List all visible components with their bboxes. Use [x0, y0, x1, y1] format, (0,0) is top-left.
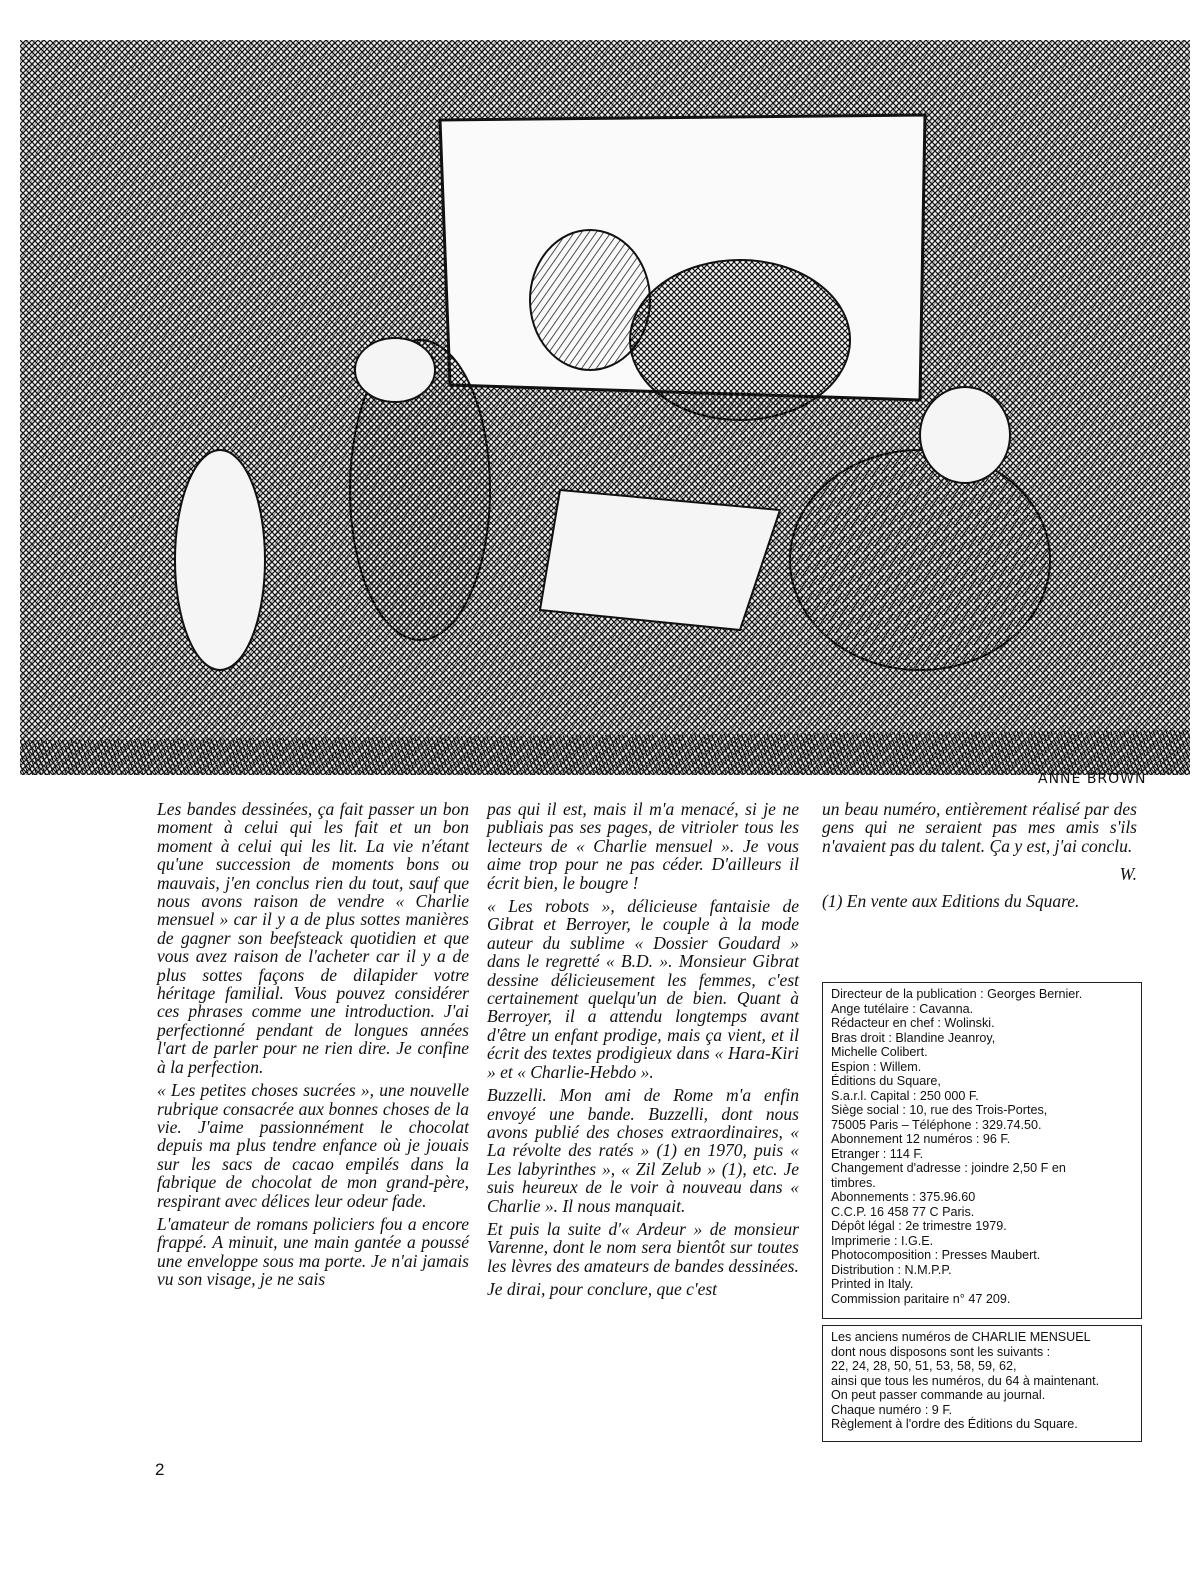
- masthead-line: Abonnements : 375.96.60: [831, 1190, 976, 1204]
- paragraph: un beau numéro, entièrement réalisé par des gens qui ne seraient pas mes amis s'ils n'avaient pas du talent. Ça y est, j'ai conclu.: [822, 799, 1137, 856]
- masthead-line: Espion : Willem.: [831, 1059, 922, 1074]
- back-issues-line: Les anciens numéros de CHARLIE MENSUEL: [831, 1330, 1091, 1344]
- masthead-box: [822, 982, 1142, 1319]
- masthead-line: Bras droit : Blandine Jeanroy,: [831, 1030, 996, 1045]
- footnote: (1) En vente aux Editions du Square.: [822, 890, 1080, 911]
- masthead-line: Michelle Colibert.: [831, 1045, 928, 1059]
- masthead-line: S.a.r.l. Capital : 250 000 F.: [831, 1088, 979, 1103]
- back-issues-line: ainsi que tous les numéros, du 64 à maintenant.: [831, 1373, 1100, 1388]
- back-issues-line: Chaque numéro : 9 F.: [831, 1402, 953, 1417]
- masthead-line: Abonnement 12 numéros : 96 F.: [831, 1132, 1011, 1146]
- masthead-line: Etranger : 114 F.: [831, 1146, 924, 1161]
- masthead-line: Éditions du Square,: [831, 1074, 941, 1088]
- paragraph: pas qui il est, mais il m'a menacé, si je ne publiais pas ses pages, de vitrioler tous les lecteurs de « Charlie mensuel ». Je vous aime trop pour ne pas céder. D'ailleurs il écrit bien, le bougre !: [487, 799, 799, 893]
- article-column-3: [822, 800, 1137, 915]
- author-signature: W.: [1119, 864, 1137, 885]
- masthead-line: timbres.: [831, 1175, 876, 1190]
- figure-left-small: [175, 450, 265, 670]
- masthead-line: 75005 Paris – Téléphone : 329.74.50.: [831, 1117, 1042, 1132]
- masthead-line: Distribution : N.M.P.P.: [831, 1262, 952, 1277]
- masthead-line: Dépôt légal : 2e trimestre 1979.: [831, 1219, 1007, 1233]
- figure-window-right: [630, 260, 850, 420]
- paragraph: Les bandes dessinées, ça fait passer un bon moment à celui qui les fait et un bon moment à celui qui les lit. La vie n'étant qu'une succession de moments bons ou mauvais, j'en conclus rien du tout, sauf que nous avons raison de vendre « Charlie mensuel » car il y a de plus sottes manières de gagner son beefsteack quotidien et que vous avez raison de l'acheter car il y a de plus sottes façons de dilapider votre héritage familial. Vous pouvez considérer ces phrases comme une introduction. J'ai perfectionné pendant de longues années l'art de parler pour ne rien dire. Je confine à la perfection.: [157, 799, 469, 1077]
- paragraph: Buzzelli. Mon ami de Rome m'a enfin envoyé une bande. Buzzelli, dont nous avons publié des choses extraordinaires, « La révolte des ratés » (1) en 1970, puis « Les labyrinthes », « Zil Zelub » (1), etc. Je suis heureux de le voir à nouveau dans « Charlie ». Il nous manquait.: [487, 1085, 799, 1216]
- masthead-line: Rédacteur en chef : Wolinski.: [831, 1016, 995, 1030]
- masthead-line: Ange tutélaire : Cavanna.: [831, 1001, 974, 1016]
- masthead-line: Commission paritaire n° 47 209.: [831, 1291, 1011, 1306]
- figure-right: [790, 450, 1050, 670]
- illustration-signature: ANNE BROWN: [1038, 771, 1147, 787]
- masthead-line: C.C.P. 16 458 77 C Paris.: [831, 1204, 975, 1219]
- comic-illustration: [20, 40, 1190, 775]
- paragraph: L'amateur de romans policiers fou a encore frappé. A minuit, une main gantée a poussé une enveloppe sous ma porte. Je n'ai jamais vu son visage, je ne sais: [157, 1213, 469, 1290]
- masthead-line: Changement d'adresse : joindre 2,50 F en: [831, 1161, 1066, 1175]
- back-issues-line: Règlement à l'ordre des Éditions du Square.: [831, 1417, 1078, 1431]
- masthead-line: Siège social : 10, rue des Trois-Portes,: [831, 1103, 1048, 1117]
- paragraph: « Les petites choses sucrées », une nouvelle rubrique consacrée aux bonnes choses de la vie. J'aime passionnément le chocolat depuis ma plus tendre enfance où je jouais sur les sacs de cacao empilés dans la fabrique de chocolat de mon grand-père, respirant avec délices leur odeur fade.: [157, 1080, 469, 1211]
- paragraph: Je dirai, pour conclure, que c'est: [487, 1279, 718, 1300]
- masthead-line: Directeur de la publication : Georges Bernier.: [831, 987, 1083, 1001]
- back-issues-box: [822, 1325, 1142, 1442]
- masthead-line: Imprimerie : I.G.E.: [831, 1233, 934, 1248]
- article-column-1: [157, 800, 469, 1294]
- back-issues-line: On peut passer commande au journal.: [831, 1388, 1046, 1402]
- back-issues-line: 22, 24, 28, 50, 51, 53, 58, 59, 62,: [831, 1359, 1017, 1373]
- back-issues-line: dont nous disposons sont les suivants :: [831, 1344, 1051, 1359]
- masthead-line: Printed in Italy.: [831, 1277, 914, 1291]
- crosshatch-drawing: [20, 40, 1190, 775]
- paragraph: « Les robots », délicieuse fantaisie de Gibrat et Berroyer, le couple à la mode auteur du sublime « Dossier Goudard » dans le regretté « B.D. ». Monsieur Gibrat dessine délicieusement les femmes, c'est certainement quelqu'un de bien. Quant à Berroyer, il a attendu longtemps avant d'être un enfant prodige, mais ça vient, et il écrit des textes prodigieux dans « Hara-Kiri » et « Charlie-Hebdo ».: [487, 896, 799, 1082]
- page-number: 2: [155, 1460, 165, 1479]
- paragraph: Et puis la suite d'« Ardeur » de monsieur Varenne, dont le nom sera bientôt sur toutes les lèvres des amateurs de bandes dessinées.: [487, 1218, 799, 1276]
- masthead-line: Photocomposition : Presses Maubert.: [831, 1248, 1041, 1262]
- article-column-2: [487, 800, 799, 1304]
